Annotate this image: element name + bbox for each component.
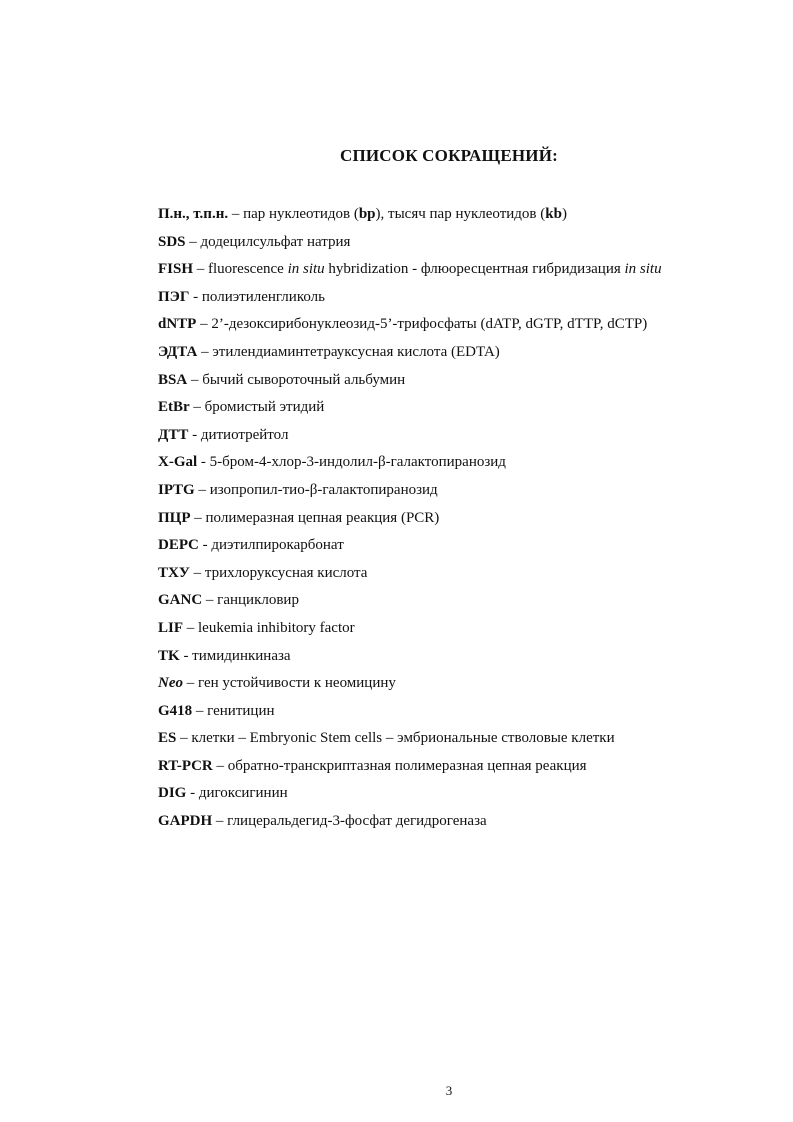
- abbreviation-entry: [158, 256, 758, 284]
- abbreviation-entry: [158, 780, 758, 808]
- abbreviation-definition: – leukemia inhibitory factor: [183, 619, 355, 636]
- abbreviation-entry: [158, 477, 758, 505]
- abbreviation-term: ПЭГ: [158, 288, 190, 305]
- abbreviation-entry: [158, 449, 758, 477]
- abbreviation-definition: – глицеральдегид-3-фосфат дегидрогеназа: [212, 813, 487, 830]
- abbreviation-entry: [158, 284, 758, 312]
- abbreviation-term: BSA: [158, 371, 188, 388]
- abbreviation-entry: [158, 587, 758, 615]
- abbreviation-term: kb: [545, 206, 562, 222]
- abbreviation-entry: [158, 201, 758, 229]
- abbreviation-entry: [158, 367, 758, 395]
- abbreviation-term: IPTG: [158, 481, 195, 498]
- abbreviation-definition: - 5-бром-4-хлор-3-индолил-β-галактопиранозид: [197, 454, 506, 471]
- abbreviation-definition: – изопропил-тио-β-галактопиранозид: [194, 481, 438, 498]
- abbreviation-term: TK: [158, 647, 180, 664]
- italic-text: in situ: [624, 261, 662, 278]
- abbreviation-entry: [158, 808, 758, 836]
- abbreviation-entry: [158, 532, 758, 560]
- abbreviation-term: bp: [358, 206, 376, 222]
- abbreviation-definition: – ганцикловир: [202, 592, 299, 609]
- abbreviation-term: GANC: [158, 592, 203, 609]
- abbreviation-definition: – этилендиаминтетрауксусная кислота (EDTA): [197, 343, 500, 360]
- abbreviation-list: [158, 201, 758, 836]
- abbreviation-definition: – бромистый этидий: [189, 399, 325, 416]
- abbreviation-definition: – пар нуклеотидов (: [228, 206, 359, 222]
- abbreviation-term: SDS: [158, 233, 186, 250]
- abbreviation-term: RT-PCR: [158, 757, 213, 774]
- abbreviation-definition: – трихлоруксусная кислота: [189, 564, 368, 581]
- abbreviation-term: FISH: [158, 261, 194, 278]
- abbreviation-entry: [158, 753, 758, 781]
- abbreviation-term: ПЦР: [158, 509, 191, 526]
- abbreviation-term: EtBr: [158, 399, 190, 416]
- abbreviation-definition: – ген устойчивости к неомицину: [183, 675, 396, 692]
- abbreviation-term: DEPC: [158, 537, 199, 554]
- abbreviation-definition: – клетки – Embryonic Stem cells – эмбриональные стволовые клетки: [176, 730, 615, 747]
- abbreviation-term: LIF: [158, 619, 184, 636]
- abbreviation-definition: – 2’-дезоксирибонуклеозид-5’-трифосфаты (dATP, dGTP, dTTP, dCTP): [196, 316, 648, 333]
- abbreviation-term: X-Gal: [158, 454, 198, 471]
- abbreviation-definition: - диэтилпирокарбонат: [198, 537, 344, 554]
- abbreviation-term: ТХУ: [158, 564, 190, 581]
- abbreviation-entry: [158, 394, 758, 422]
- abbreviation-definition: – генитицин: [192, 702, 275, 719]
- page-title: СПИСОК СОКРАЩЕНИЙ:: [339, 146, 559, 165]
- abbreviation-definition: ), тысяч пар нуклеотидов (: [375, 206, 546, 222]
- abbreviation-entry: [158, 560, 758, 588]
- abbreviation-definition: hybridization - флюоресцентная гибридизация: [324, 261, 625, 278]
- abbreviation-term: ДТТ: [158, 426, 189, 443]
- abbreviation-entry: [158, 422, 758, 450]
- abbreviation-definition: - дитиотрейтол: [188, 426, 289, 443]
- italic-text: in situ: [287, 261, 325, 278]
- abbreviation-entry: [158, 505, 758, 533]
- abbreviation-entry: [158, 339, 758, 367]
- abbreviation-term: П.н., т.п.н.: [158, 206, 229, 222]
- abbreviation-term: Neo: [158, 675, 183, 692]
- abbreviation-definition: – полимеразная цепная реакция (PCR): [190, 509, 440, 526]
- abbreviation-entry: [158, 698, 758, 726]
- abbreviation-definition: – обратно-транскриптазная полимеразная цепная реакция: [212, 757, 587, 774]
- page-number: 3: [445, 1083, 453, 1098]
- abbreviation-term: G418: [158, 702, 193, 719]
- abbreviation-definition: - дигоксигинин: [186, 785, 288, 802]
- abbreviation-definition: – додецилсульфат натрия: [185, 233, 351, 250]
- abbreviation-entry: [158, 311, 758, 339]
- abbreviation-definition: - тимидинкиназа: [179, 647, 291, 664]
- abbreviation-entry: [158, 229, 758, 257]
- abbreviation-term: DIG: [158, 785, 187, 802]
- abbreviation-definition: - полиэтиленгликоль: [189, 288, 325, 305]
- abbreviation-term: dNTP: [158, 316, 197, 333]
- abbreviation-term: GAPDH: [158, 813, 213, 830]
- abbreviation-term: ES: [158, 730, 177, 747]
- abbreviation-entry: [158, 615, 758, 643]
- abbreviation-definition: – fluorescence: [193, 261, 288, 278]
- abbreviation-entry: [158, 725, 758, 753]
- abbreviation-entry: [158, 670, 758, 698]
- abbreviation-entry: [158, 643, 758, 671]
- abbreviation-definition: ): [561, 206, 567, 222]
- abbreviation-definition: – бычий сывороточный альбумин: [187, 371, 406, 388]
- abbreviation-term: ЭДТА: [158, 343, 198, 360]
